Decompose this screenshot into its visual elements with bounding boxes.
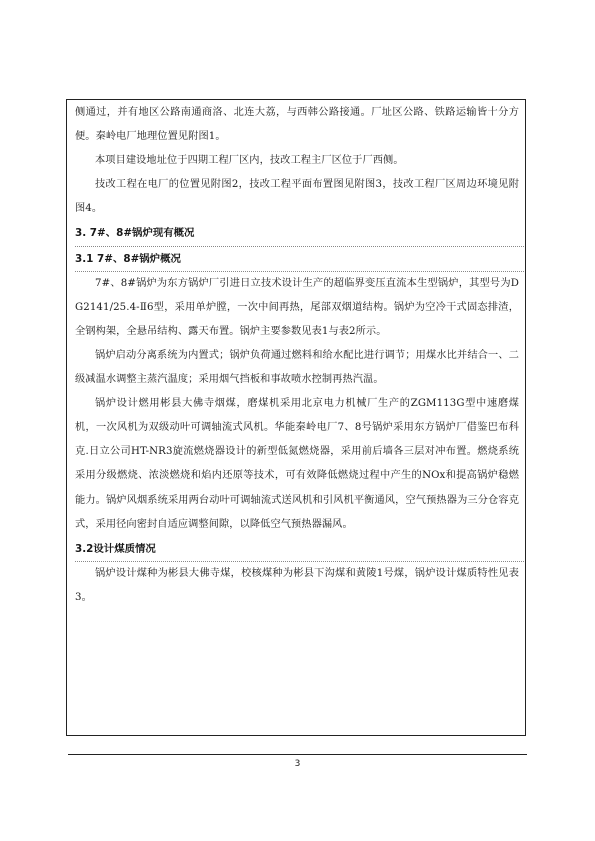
paragraph-boiler-description: 7#、8#锅炉为东方锅炉厂引进日立技术设计生产的超临界变压直流本生型锅炉，其型号为DG2141/25.4-Ⅱ6型，采用单炉膛，一次中间再热，尾部双烟道结构。锅炉为空冷干式固态排渣，全钢构架，全悬吊结构、露天布置。锅炉主要参数见表1与表2所示。: [75, 277, 519, 337]
paragraph-figure-references: 技改工程在电厂的位置见附图2，技改工程平面布置图见附图3，技改工程厂区周边环境见附图4。: [75, 179, 519, 215]
section-heading-boiler-overview: 3. 7#、8#锅炉现有概况: [75, 227, 195, 240]
subsection-heading-boiler-summary: 3.1 7#、8#锅炉概况: [75, 252, 181, 265]
page-number: 3: [294, 759, 301, 769]
paragraph-transport: 侧通过，并有地区公路南通商洛、北连大荔，与西韩公路接通。厂址区公路、铁路运输皆十分方便。秦岭电厂地理位置见附图1。: [75, 107, 519, 143]
paragraph-combustion-system: 锅炉设计燃用彬县大佛寺烟煤，磨煤机采用北京电力机械厂生产的ZGM113G型中速磨煤机，一次风机为双级动叶可调轴流式风机。华能秦岭电厂7、8号锅炉采用东方锅炉厂借鉴巴布科克.日立公司HT-NR3旋流燃烧器设计的新型低氮燃烧器，采用前后墙各三层对冲布置。燃烧系统采用分级燃烧、浓淡燃烧和焰内还原等技术，可有效降低燃烧过程中产生的NOx和提高锅炉稳燃能力。锅炉风烟系统采用两台动叶可调轴流式送风机和引风机平衡通风，空气预热器为三分仓容克式，采用径向密封自适应调整间隙，以降低空气预热器漏风。: [75, 398, 519, 530]
document-body: [75, 101, 519, 610]
paragraph-site-location: 本项目建设地址位于四期工程厂区内，技改工程主厂区位于厂西侧。: [95, 155, 404, 167]
footer-divider: [68, 754, 527, 755]
subsection-heading-coal-quality: 3.2设计煤质情况: [75, 542, 156, 555]
paragraph-coal-types: 锅炉设计煤种为彬县大佛寺煤，校核煤种为彬县下沟煤和黄陵1号煤，锅炉设计煤质特性见表3。: [75, 567, 519, 603]
paragraph-startup-system: 锅炉启动分离系统为内置式；锅炉负荷通过燃料和给水配比进行调节；用煤水比并结合一、二级减温水调整主蒸汽温度；采用烟气挡板和事故喷水控制再热汽温。: [75, 349, 519, 386]
